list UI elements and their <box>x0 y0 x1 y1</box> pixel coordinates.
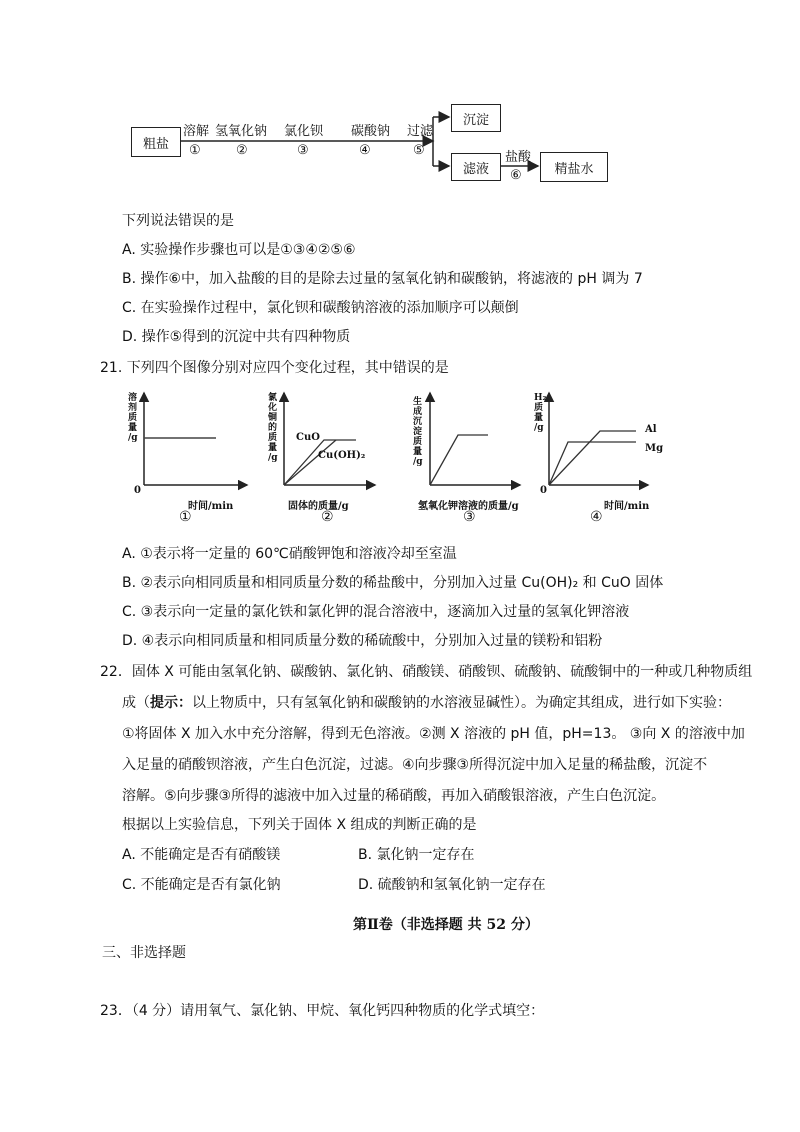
q21-option-d: D. ④表示向相同质量和相同质量分数的稀硫酸中，分别加入过量的镁粉和铝粉 <box>122 633 603 649</box>
graph-2-ylabel-line: 化 <box>268 403 278 413</box>
graph-4-ylabel-line: 质 <box>534 403 544 413</box>
graph-4-series-al: Al <box>645 424 657 435</box>
section-3-heading: 三、非选择题 <box>102 945 186 961</box>
graph-1-ylabel-line: /g <box>128 433 138 443</box>
step3-label: 氯化钡 <box>284 124 324 139</box>
step1-label: 溶解 <box>183 124 210 139</box>
graph-2-series-cuoh2: Cu(OH)₂ <box>318 450 366 461</box>
graph-2-ylabel <box>268 393 280 463</box>
q22-line-1: 22．固体 X 可能由氢氧化钠、碳酸钠、氯化钠、硝酸镁、硝酸钡、硫酸钠、硫酸铜中的一种或几种物质组 <box>100 664 753 680</box>
precipitate-label: 沉淀 <box>462 112 489 128</box>
graph-3-ylabel-line: 沉 <box>413 417 423 427</box>
brine-label: 精盐水 <box>554 161 594 177</box>
filtrate-box <box>451 153 501 181</box>
q22-line-3: ①将固体 X 加入水中充分溶解，得到无色溶液。②测 X 溶液的 pH 值，pH=13。 ③向 X 的溶液中加 <box>122 726 745 742</box>
q20-option-d: D. 操作⑤得到的沉淀中共有四种物质 <box>122 329 351 345</box>
graph-2-series-cuo: CuO <box>296 432 320 443</box>
graph-4-ylabel-line: /g <box>534 423 544 433</box>
q22-line-6: 根据以上实验信息，下列关于固体 X 组成的判断正确的是 <box>122 817 477 833</box>
graph-1 <box>144 393 247 485</box>
flow-arrows <box>0 0 800 200</box>
part-2-title: 第Ⅱ卷（非选择题 共 52 分） <box>353 917 539 933</box>
step1-num: ① <box>189 143 201 158</box>
step5-num: ⑤ <box>413 143 425 158</box>
graph-1-ylabel <box>128 393 140 443</box>
graph-2-xlabel: 固体的质量/g <box>288 501 349 512</box>
graph-1-xlabel: 时间/min <box>188 501 234 512</box>
q20-option-c: C. 在实验操作过程中，氯化钡和碳酸钠溶液的添加顺序可以颠倒 <box>122 300 519 316</box>
graph-4-ylabel <box>534 393 548 433</box>
q22-option-b: B. 氯化钠一定存在 <box>358 847 475 863</box>
q22-line-5: 溶解。⑤向步骤③所得的滤液中加入过量的稀硝酸，再加入硝酸银溶液，产生白色沉淀。 <box>122 788 666 804</box>
step3-num: ③ <box>297 143 309 158</box>
graph-3-xlabel: 氢氧化钾溶液的质量/g <box>418 501 519 512</box>
graph-2-ylabel-line: 氯 <box>268 393 278 403</box>
q22-line-2-text: 以上物质中，只有氢氧化钠和碳酸钠的水溶液显碱性）。为确定其组成，进行如下实验： <box>192 695 731 711</box>
q22-line-2 <box>122 694 731 712</box>
graph-3-ylabel-line: /g <box>413 457 423 467</box>
q21-option-c: C. ③表示向一定量的氯化铁和氯化钾的混合溶液中，逐滴加入过量的氢氧化钾溶液 <box>122 604 630 620</box>
step4-label: 碳酸钠 <box>351 124 391 139</box>
step2-num: ② <box>236 143 248 158</box>
graph-4-ylabel-line: H₂ <box>534 393 547 403</box>
crude-salt-box <box>131 127 181 157</box>
q20-option-a: A. 实验操作步骤也可以是①③④②⑤⑥ <box>122 242 356 258</box>
step5-label: 过滤 <box>407 124 434 139</box>
graph-4-ylabel-line: 量 <box>534 413 544 423</box>
step6-num: ⑥ <box>510 168 522 183</box>
graph-2-ylabel-line: 量 <box>268 443 278 453</box>
graph-2-ylabel-line: 的 <box>268 423 278 433</box>
step6-label: 盐酸 <box>505 150 532 165</box>
graph-3-ylabel-line: 质 <box>413 437 423 447</box>
graph-3-ylabel <box>413 397 425 467</box>
graph-4 <box>549 393 648 485</box>
graph-1-ylabel-line: 溶 <box>128 393 138 403</box>
graph-1-ylabel-line: 量 <box>128 423 138 433</box>
q21-option-a: A. ①表示将一定量的 60℃硝酸钾饱和溶液冷却至室温 <box>122 546 457 562</box>
filtrate-label: 滤液 <box>462 161 489 177</box>
graph-1-ylabel-line: 剂 <box>128 403 138 413</box>
graph-4-xlabel: 时间/min <box>604 501 650 512</box>
q20-stem: 下列说法错误的是 <box>122 213 234 229</box>
graph-4-series-mg: Mg <box>645 443 664 454</box>
precipitate-box <box>451 104 501 132</box>
graph-1-caption: ① <box>179 509 192 525</box>
graph-2-caption: ② <box>321 509 334 525</box>
q22-hint-label: 提示： <box>150 695 192 711</box>
step2-label: 氢氧化钠 <box>215 124 268 139</box>
graph-4-caption: ④ <box>590 509 603 525</box>
q21-graphs <box>0 385 800 535</box>
graph-3-ylabel-line: 量 <box>413 447 423 457</box>
crude-salt-label: 粗盐 <box>142 136 169 152</box>
q21-stem: 21. 下列四个图像分别对应四个变化过程，其中错误的是 <box>100 360 449 376</box>
graph-1-origin: 0 <box>134 485 141 496</box>
graph-3 <box>430 393 520 485</box>
q22-line-4: 入足量的硝酸钡溶液，产生白色沉淀，过滤。④向步骤③所得沉淀中加入足量的稀盐酸，沉淀不 <box>122 757 708 773</box>
graph-2-ylabel-line: 铜 <box>268 413 278 423</box>
q22-option-d: D. 硫酸钠和氢氧化钠一定存在 <box>358 877 546 893</box>
graph-3-ylabel-line: 淀 <box>413 427 423 437</box>
brine-box <box>540 152 608 182</box>
graph-2-ylabel-line: 质 <box>268 433 278 443</box>
graph-3-caption: ③ <box>463 509 476 525</box>
graph-4-origin: 0 <box>540 485 547 496</box>
graph-1-ylabel-line: 质 <box>128 413 138 423</box>
step4-num: ④ <box>359 143 371 158</box>
q20-option-b: B. 操作⑥中，加入盐酸的目的是除去过量的氢氧化钠和碳酸钠，将滤液的 pH 调为 7 <box>122 271 643 287</box>
graph-3-ylabel-line: 生 <box>413 397 423 407</box>
q22-option-a: A. 不能确定是否有硝酸镁 <box>122 847 281 863</box>
graph-2-ylabel-line: /g <box>268 453 278 463</box>
graph-3-ylabel-line: 成 <box>413 407 423 417</box>
q21-option-b: B. ②表示向相同质量和相同质量分数的稀盐酸中，分别加入过量 Cu(OH)₂ 和 CuO 固体 <box>122 575 664 591</box>
q23-stem: 23．（4 分）请用氧气、氯化钠、甲烷、氧化钙四种物质的化学式填空： <box>100 1003 545 1019</box>
q22-line-2-prefix: 成（ <box>122 695 150 711</box>
q22-option-c: C. 不能确定是否有氯化钠 <box>122 877 281 893</box>
